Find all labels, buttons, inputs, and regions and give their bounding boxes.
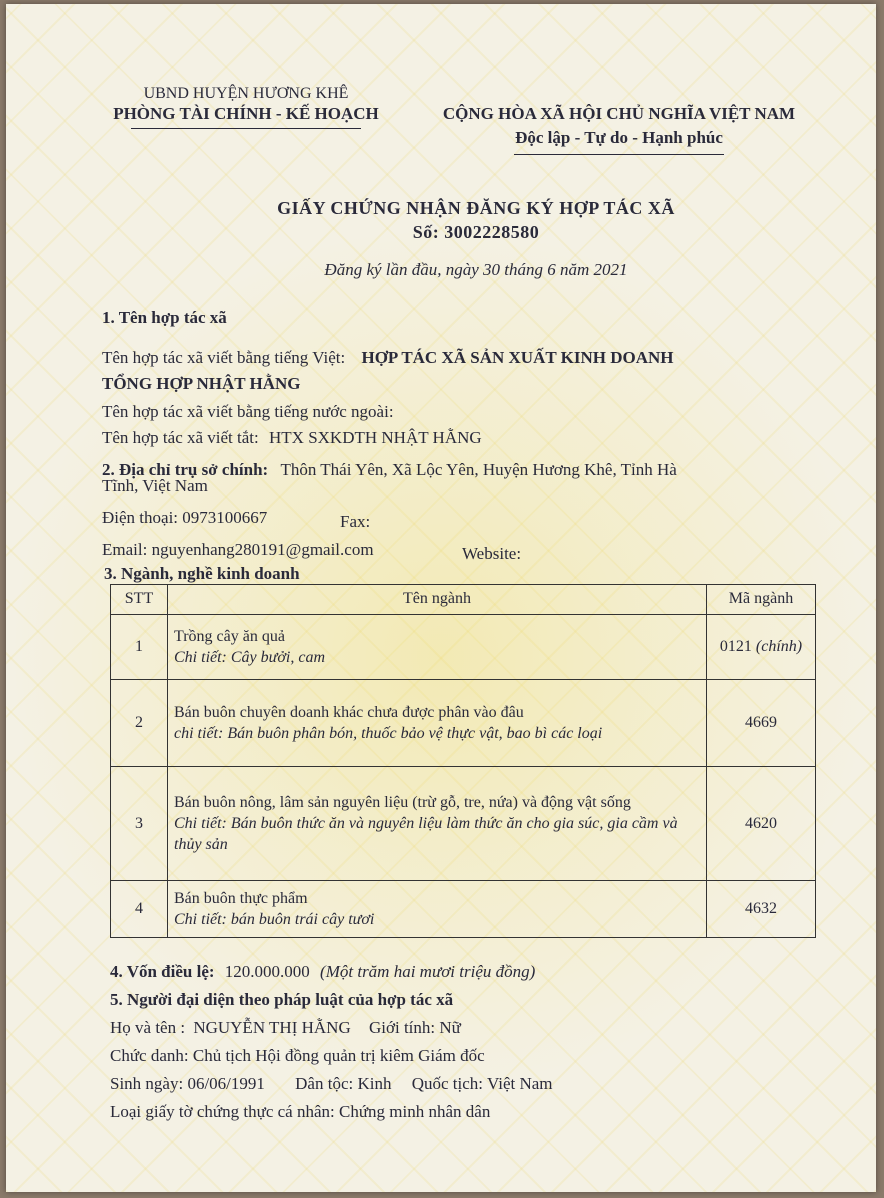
row-stt: 4 bbox=[111, 881, 168, 938]
row-name-cell bbox=[168, 614, 707, 679]
fax: Fax: bbox=[340, 512, 371, 531]
rep-title: Chức danh: Chủ tịch Hội đồng quản trị kiêm Giám đốc bbox=[110, 1046, 485, 1065]
rep-name-value: NGUYỄN THỊ HẰNG bbox=[193, 1018, 351, 1037]
foreign-name-label: Tên hợp tác xã viết bằng tiếng nước ngoài: bbox=[102, 402, 394, 421]
vn-name-value-1: HỢP TÁC XÃ SẢN XUẤT KINH DOANH bbox=[361, 348, 674, 367]
vn-name-value-2: TỔNG HỢP NHẬT HẰNG bbox=[102, 374, 301, 393]
rep-gender: Giới tính: Nữ bbox=[368, 1018, 461, 1037]
certificate-title-block bbox=[126, 196, 826, 244]
business-lines-table bbox=[110, 584, 816, 938]
email: Email: nguyenhang280191@gmail.com bbox=[102, 540, 374, 559]
row-detail: Chi tiết: Cây bưởi, cam bbox=[174, 648, 326, 666]
website: Website: bbox=[462, 544, 522, 563]
section3-heading: 3. Ngành, nghề kinh doanh bbox=[104, 564, 300, 583]
row-code: 4620 bbox=[707, 767, 816, 881]
registration-date: Đăng ký lần đầu, ngày 30 tháng 6 năm 2021 bbox=[324, 260, 628, 279]
certificate-number: Số: 3002228580 bbox=[412, 222, 540, 242]
rep-info-row bbox=[110, 1074, 553, 1094]
rep-id-doc: Loại giấy tờ chứng thực cá nhân: Chứng minh nhân dân bbox=[110, 1102, 491, 1121]
charter-capital-row bbox=[110, 962, 535, 982]
table-header-row bbox=[111, 585, 816, 615]
row-name-cell bbox=[168, 767, 707, 881]
col-stt: STT bbox=[111, 585, 168, 615]
address-line-1: Thôn Thái Yên, Xã Lộc Yên, Huyện Hương Khê, Tỉnh Hà bbox=[280, 460, 677, 479]
section5-heading: 5. Người đại diện theo pháp luật của hợp tác xã bbox=[110, 990, 454, 1009]
col-code: Mã ngành bbox=[707, 585, 816, 615]
section1-heading: 1. Tên hợp tác xã bbox=[102, 308, 227, 327]
charter-capital-words: (Một trăm hai mươi triệu đồng) bbox=[320, 962, 536, 981]
vn-name-label: Tên hợp tác xã viết bằng tiếng Việt: bbox=[102, 348, 346, 367]
section2-heading: 2. Địa chỉ trụ sở chính: bbox=[102, 460, 269, 479]
org-line-1: UBND HUYỆN HƯƠNG KHÊ bbox=[143, 85, 349, 102]
table-row bbox=[111, 614, 816, 679]
short-name-value: HTX SXKDTH NHẬT HẰNG bbox=[269, 428, 482, 447]
rep-ethnicity: Dân tộc: Kinh bbox=[295, 1074, 392, 1093]
row-detail: Chi tiết: bán buôn trái cây tươi bbox=[174, 911, 375, 928]
table-row bbox=[111, 881, 816, 938]
row-code: 4669 bbox=[707, 679, 816, 766]
motto-underline bbox=[514, 154, 724, 155]
row-code-note: (chính) bbox=[755, 637, 803, 655]
rep-dob: Sinh ngày: 06/06/1991 bbox=[110, 1074, 265, 1093]
row-stt: 2 bbox=[111, 679, 168, 766]
row-detail: chi tiết: Bán buôn phân bón, thuốc bảo vệ thực vật, bao bì các loại bbox=[174, 724, 603, 742]
certificate-title: GIẤY CHỨNG NHẬN ĐĂNG KÝ HỢP TÁC XÃ bbox=[277, 198, 675, 218]
certificate-paper bbox=[6, 4, 876, 1192]
row-name: Trồng cây ăn quả bbox=[174, 627, 285, 645]
short-name-row bbox=[102, 428, 482, 448]
col-name: Tên ngành bbox=[168, 585, 707, 615]
phone: Điện thoại: 0973100667 bbox=[102, 508, 268, 527]
org-underline bbox=[131, 128, 361, 129]
vn-name-row bbox=[102, 348, 674, 368]
row-name-cell bbox=[168, 881, 707, 938]
table-row bbox=[111, 679, 816, 766]
org-line-2: PHÒNG TÀI CHÍNH - KẾ HOẠCH bbox=[113, 104, 379, 123]
nation-line-2: Độc lập - Tự do - Hạnh phúc bbox=[515, 128, 723, 147]
rep-name-row bbox=[110, 1018, 461, 1038]
row-stt: 1 bbox=[111, 614, 168, 679]
short-name-label: Tên hợp tác xã viết tắt: bbox=[102, 428, 259, 447]
row-name: Bán buôn nông, lâm sản nguyên liệu (trừ gỗ, tre, nứa) và động vật sống bbox=[174, 794, 631, 812]
nation-line-1: CỘNG HÒA XÃ HỘI CHỦ NGHĨA VIỆT NAM bbox=[442, 104, 796, 123]
row-code-cell bbox=[707, 614, 816, 679]
row-name: Bán buôn chuyên doanh khác chưa được phân vào đâu bbox=[174, 703, 524, 721]
row-stt: 3 bbox=[111, 767, 168, 881]
row-code: 4632 bbox=[707, 881, 816, 938]
table-row bbox=[111, 767, 816, 881]
row-code: 0121 bbox=[719, 637, 752, 655]
section4-heading: 4. Vốn điều lệ: bbox=[110, 962, 215, 981]
rep-nationality: Quốc tịch: Việt Nam bbox=[411, 1074, 553, 1093]
rep-name-label: Họ và tên : bbox=[110, 1018, 186, 1037]
national-motto bbox=[434, 102, 804, 155]
address-line-2: Tĩnh, Việt Nam bbox=[102, 476, 208, 495]
row-name: Bán buôn thực phẩm bbox=[174, 890, 308, 907]
charter-capital-value: 120.000.000 bbox=[224, 962, 310, 981]
row-name-cell bbox=[168, 679, 707, 766]
row-detail: Chi tiết: Bán buôn thức ăn và nguyên liệu làm thức ăn cho gia súc, gia cầm và thủy sản bbox=[174, 815, 678, 854]
issuing-authority bbox=[106, 84, 386, 129]
